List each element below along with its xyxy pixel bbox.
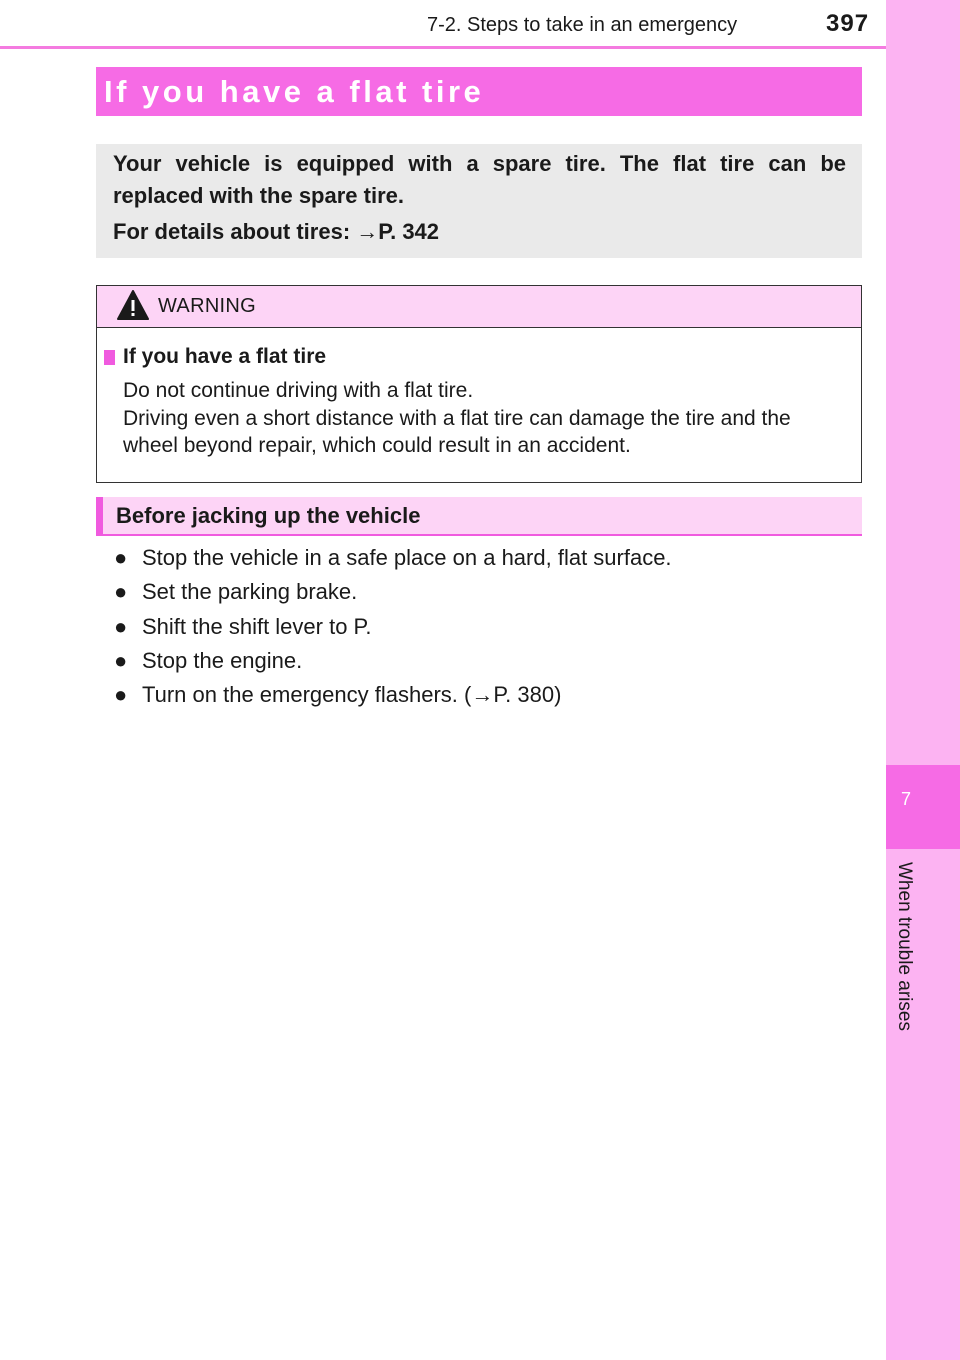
list-item xyxy=(114,680,672,714)
warning-line: Driving even a short distance with a flat tire can damage the tire and the xyxy=(123,406,791,430)
warning-body xyxy=(123,377,791,460)
intro-details-link[interactable]: For details about tires: →P. 342 xyxy=(113,219,440,244)
bullet-icon: ● xyxy=(114,545,128,570)
list-item-text: Shift the shift lever to P. xyxy=(142,613,372,639)
intro-box xyxy=(96,144,862,258)
list-item-text: Set the parking brake. xyxy=(142,579,358,605)
list-item xyxy=(114,612,672,646)
warning-line: Do not continue driving with a flat tire. xyxy=(123,379,474,402)
list-item-text: Stop the engine. xyxy=(142,647,303,673)
list-item-text: Turn on the emergency flashers. (→P. 380) xyxy=(142,682,562,708)
bullet-list xyxy=(114,543,672,714)
warning-label: WARNING xyxy=(158,295,257,317)
warning-line: wheel beyond repair, which could result in an accident. xyxy=(123,434,631,457)
intro-text: Your vehicle is equipped with a spare tire. The flat tire can be replaced with the spare tire. xyxy=(113,151,846,208)
bullet-icon: ● xyxy=(114,647,128,673)
section-heading-accent xyxy=(96,497,103,536)
chapter-number: 7 xyxy=(900,789,911,809)
list-item xyxy=(114,543,672,577)
bullet-icon: ● xyxy=(114,682,128,708)
header-section-title: 7-2. Steps to take in an emergency xyxy=(427,14,738,36)
section-heading-bar xyxy=(96,497,862,536)
side-chapter-marker[interactable] xyxy=(886,765,960,849)
chapter-title: When trouble arises xyxy=(894,862,915,1031)
warning-triangle-icon xyxy=(116,289,150,321)
page-title-bar xyxy=(96,67,862,116)
square-bullet-icon xyxy=(104,350,115,365)
bullet-icon: ● xyxy=(114,579,128,605)
bullet-icon: ● xyxy=(114,613,128,639)
section-heading: Before jacking up the vehicle xyxy=(116,503,421,528)
list-item xyxy=(114,577,672,611)
page-title: If you have a flat tire xyxy=(104,74,485,109)
warning-box xyxy=(96,285,862,483)
page-number: 397 xyxy=(826,10,870,37)
list-item xyxy=(114,646,672,680)
warning-subheading: If you have a flat tire xyxy=(123,345,327,368)
header-rule xyxy=(0,46,886,49)
warning-header xyxy=(97,286,861,328)
side-tab xyxy=(886,0,960,1360)
list-item-text: Stop the vehicle in a safe place on a hard, flat surface. xyxy=(142,545,672,570)
